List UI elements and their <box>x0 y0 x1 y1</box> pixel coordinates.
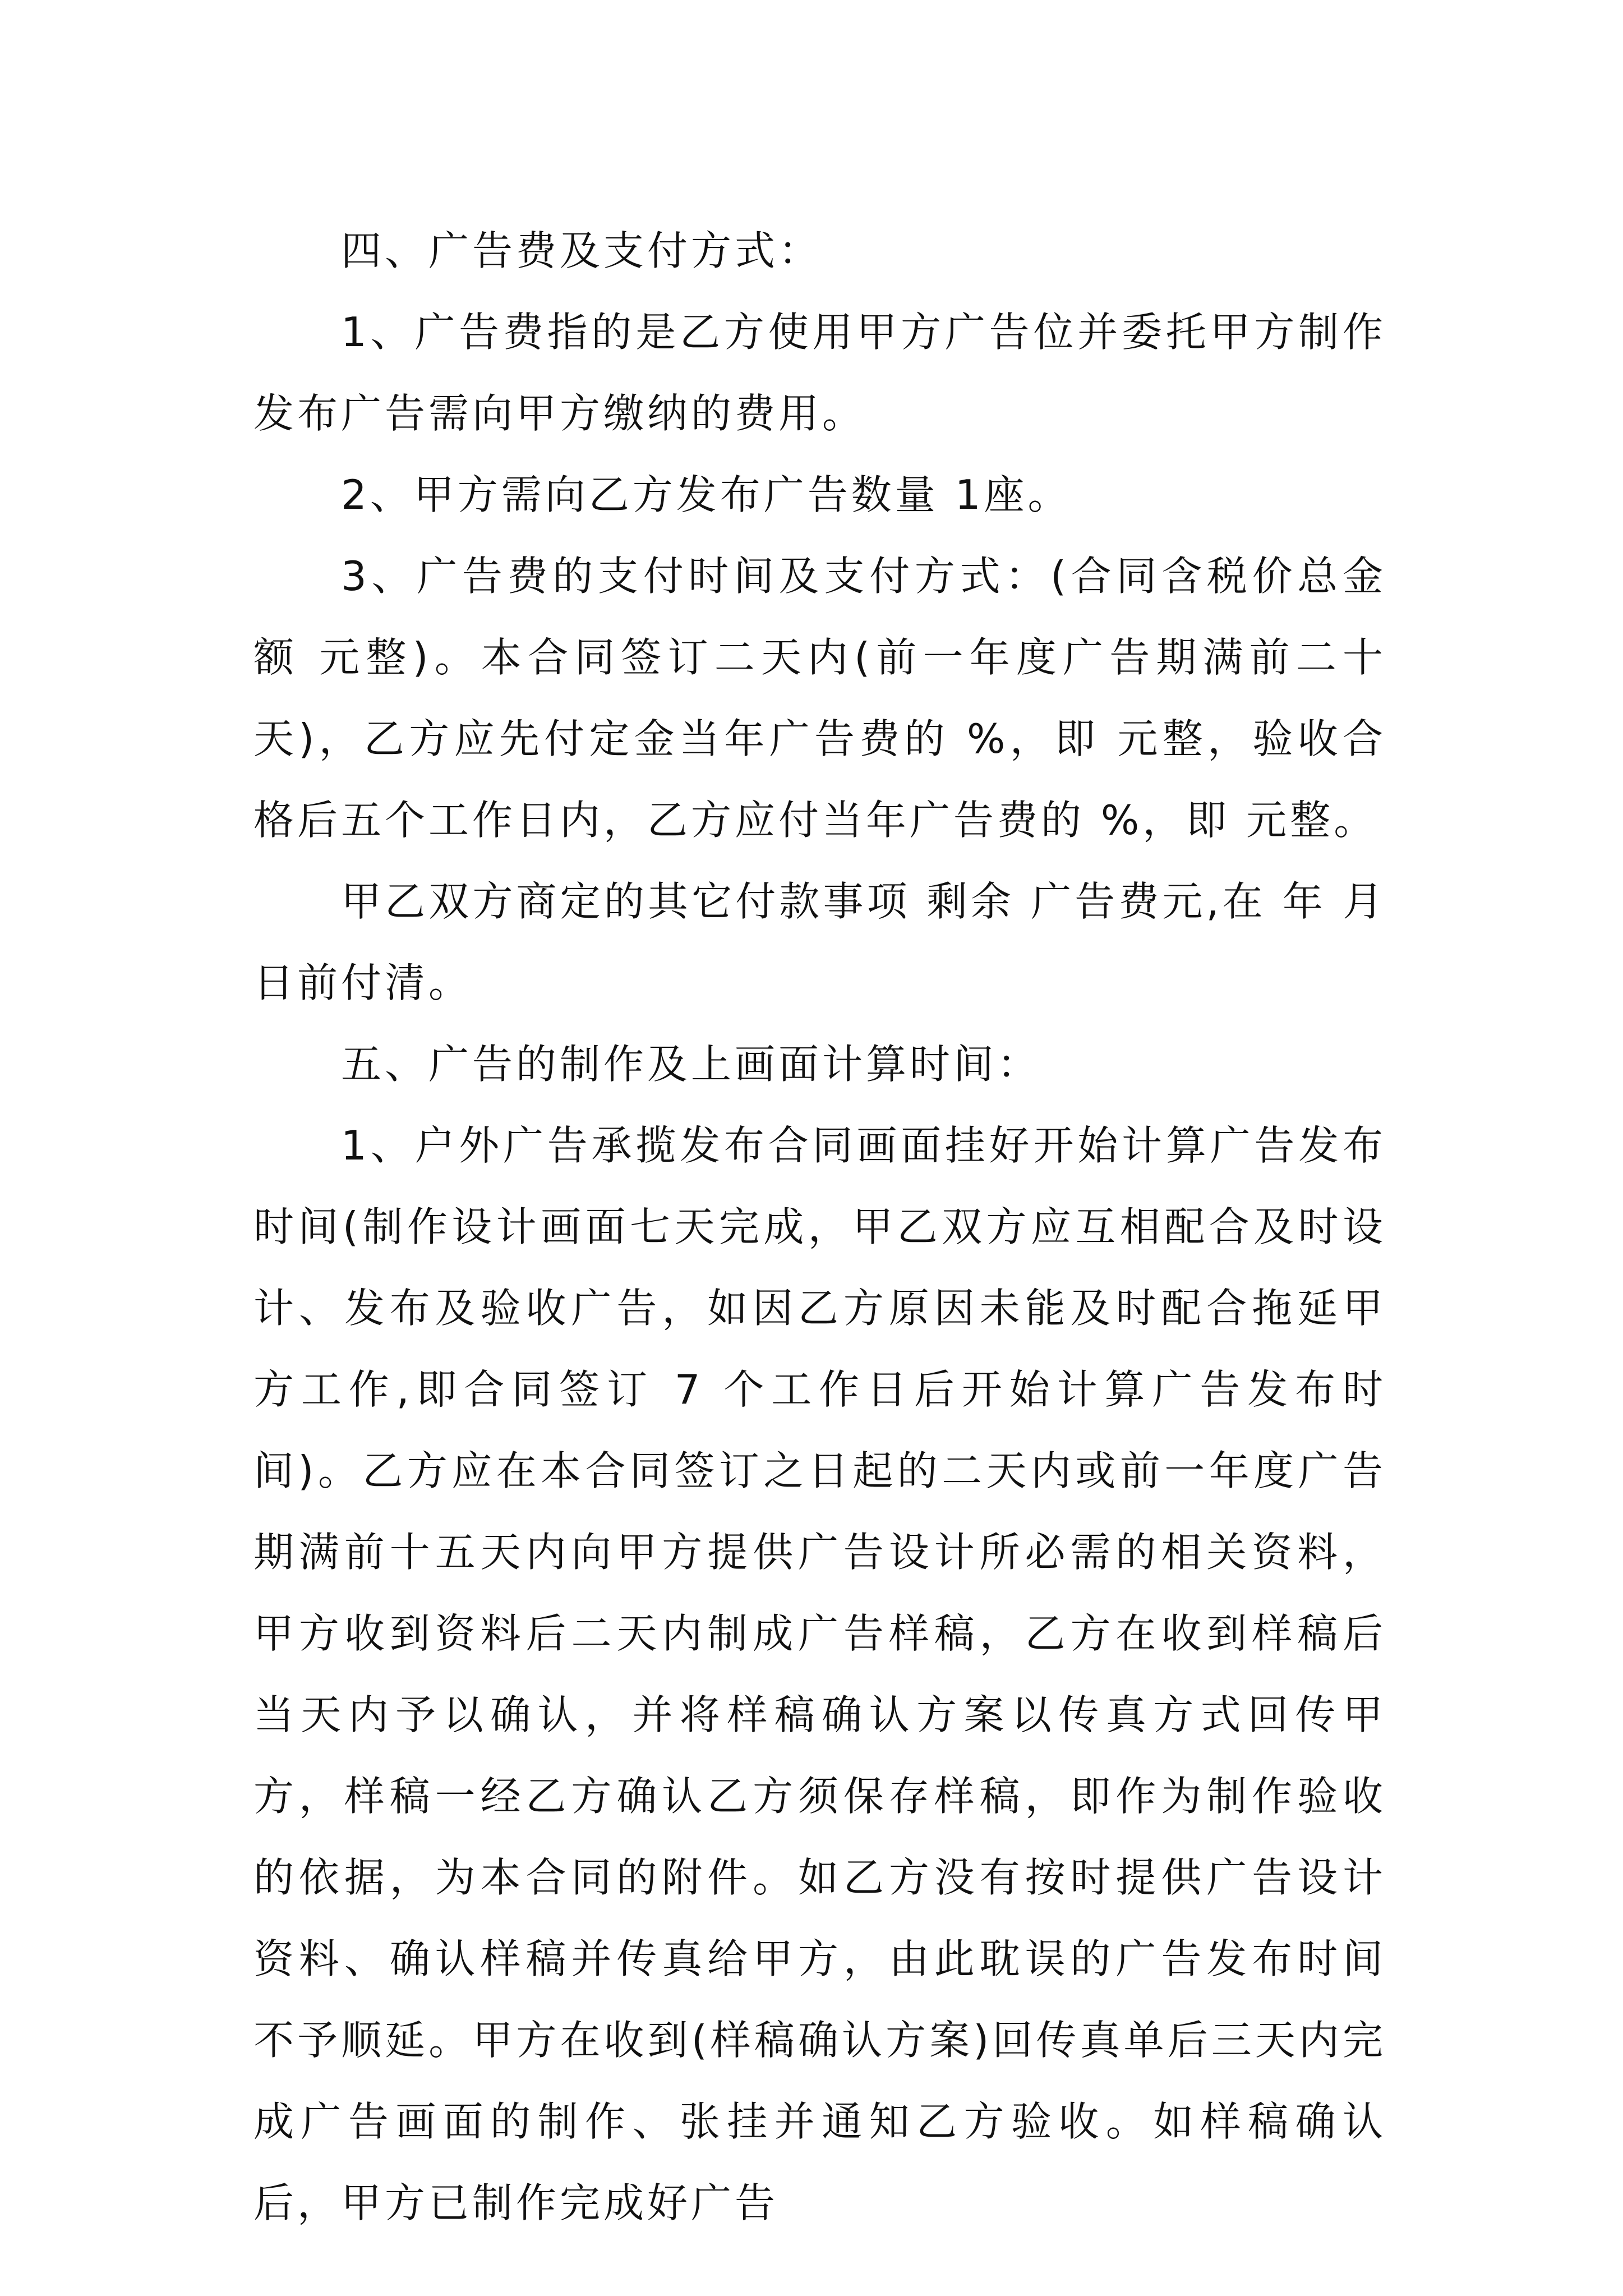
section-heading-production: 五、广告的制作及上画面计算时间： <box>341 1041 1041 1088</box>
document-body <box>253 210 1386 2244</box>
section-heading-fee: 四、广告费及支付方式： <box>341 227 823 274</box>
paragraph: 甲乙双方商定的其它付款事项 剩余 广告费元,在 年 月 日前付清。 <box>253 878 1386 1006</box>
paragraph: 1、户外广告承揽发布合同画面挂好开始计算广告发布时间(制作设计画面七天完成，甲乙双方应互相配合及时设计、发布及验收广告，如因乙方原因未能及时配合拖延甲方工作,即合同签订 7 个工作日后开始计算广告发布时间)。乙方应在本合同签订之日起的二天内或前一年度广告期满前十五天内向甲方提供广告设计所必需的相关资料，甲方收到资料后二天内制成广告样稿，乙方在收到样稿后当天内予以确认，并将样稿确认方案以传真方式回传甲方，样稿一经乙方确认乙方须保存样稿，即作为制作验收的依据，为本合同的附件。如乙方没有按时提供广告设计资料、确认样稿并传真给甲方，由此耽误的广告发布时间不予顺延。甲方在收到(样稿确认方案)回传真单后三天内完成广告画面的制作、张挂并通知乙方验收。如样稿确认后，甲方已制作完成好广告 <box>253 1122 1386 2226</box>
paragraph: 3、广告费的支付时间及支付方式：(合同含税价总金额 元整)。本合同签订二天内(前一年度广告期满前二十天)，乙方应先付定金当年广告费的 %，即 元整，验收合格后五个工作日内，乙方应付当年广告费的 %，即 元整。 <box>253 553 1386 844</box>
paragraph: 1、广告费指的是乙方使用甲方广告位并委托甲方制作发布广告需向甲方缴纳的费用。 <box>253 309 1386 437</box>
paragraph: 2、甲方需向乙方发布广告数量 1座。 <box>341 471 1072 518</box>
